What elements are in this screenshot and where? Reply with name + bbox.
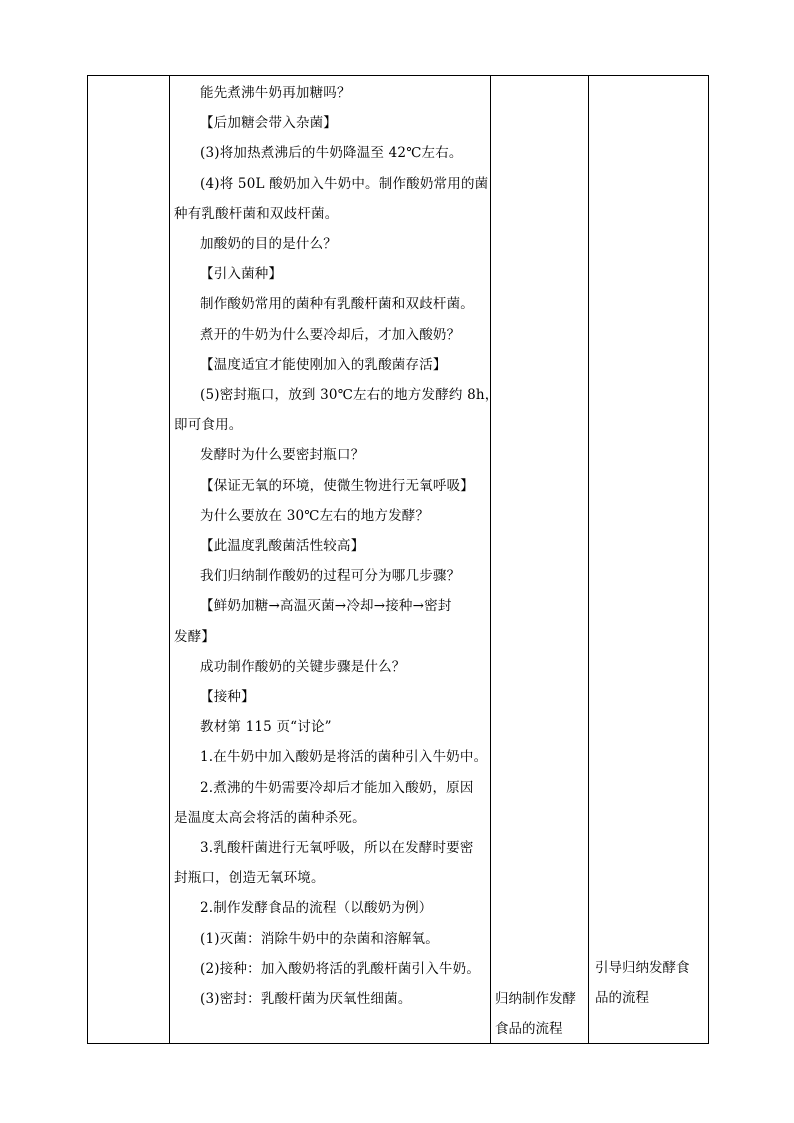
stage-column-cell bbox=[88, 76, 170, 1044]
student-activity-cell bbox=[491, 76, 589, 1044]
design-intent-cell bbox=[589, 76, 709, 1044]
text-line: 是温度太高会将活的菌种杀死。 bbox=[174, 809, 366, 826]
text-line: (5)密封瓶口，放到 30℃左右的地方发酵约 8h， bbox=[200, 387, 499, 403]
text-line: 我们归纳制作酸奶的过程可分为哪几步骤？ bbox=[200, 568, 461, 585]
teacher-activity-cell bbox=[170, 76, 499, 1044]
text-line: 制作酸奶常用的菌种有乳酸杆菌和双歧杆菌。 bbox=[200, 296, 474, 313]
text-line: 为什么要放在 30℃左右的地方发酵？ bbox=[200, 507, 430, 524]
design-intent-line-1: 引导归纳发酵食 bbox=[595, 960, 690, 976]
text-line: 发酵时为什么要密封瓶口？ bbox=[200, 447, 365, 464]
text-line: 【接种】 bbox=[200, 689, 255, 705]
text-line: 即可食用。 bbox=[174, 417, 243, 434]
text-line: 【引入菌种】 bbox=[200, 266, 283, 283]
text-line: 【鲜奶加糖→高温灭菌→冷却→接种→密封 bbox=[200, 598, 452, 615]
text-line: 发酵】 bbox=[174, 628, 216, 645]
text-line: (1)灭菌：消除牛奶中的杂菌和溶解氧。 bbox=[200, 930, 439, 947]
text-line: 种有乳酸杆菌和双歧杆菌。 bbox=[174, 205, 339, 222]
text-line: 【温度适宜才能使刚加入的乳酸菌存活】 bbox=[200, 356, 447, 373]
text-line: 1.在牛奶中加入酸奶是将活的菌种引入牛奶中。 bbox=[200, 749, 488, 766]
text-line: (4)将 50L 酸奶加入牛奶中。制作酸奶常用的菌 bbox=[200, 175, 489, 192]
teacher-activity-text bbox=[170, 76, 499, 1043]
text-line: (2)接种：加入酸奶将活的乳酸杆菌引入牛奶。 bbox=[200, 960, 481, 977]
text-line: (3)密封：乳酸杆菌为厌氧性细菌。 bbox=[200, 991, 412, 1007]
text-line: 【后加糖会带入杂菌】 bbox=[200, 115, 337, 132]
text-line: (3)将加热煮沸后的牛奶降温至 42℃左右。 bbox=[200, 145, 463, 162]
lesson-plan-table bbox=[87, 75, 709, 1044]
text-line: 2.制作发酵食品的流程（以酸奶为例） bbox=[200, 900, 433, 917]
student-activity-line-2: 食品的流程 bbox=[495, 1021, 563, 1037]
text-line: 教材第 115 页“讨论” bbox=[200, 719, 332, 736]
text-line: 封瓶口，创造无氧环境。 bbox=[174, 870, 325, 887]
text-line: 煮开的牛奶为什么要冷却后，才加入酸奶？ bbox=[200, 326, 461, 343]
design-intent-line-2: 品的流程 bbox=[595, 990, 649, 1006]
text-line: 能先煮沸牛奶再加糖吗？ bbox=[200, 85, 351, 101]
text-line: 成功制作酸奶的关键步骤是什么？ bbox=[200, 658, 406, 675]
text-line: 加酸奶的目的是什么？ bbox=[200, 236, 337, 252]
student-activity-line-1: 归纳制作发酵 bbox=[495, 991, 576, 1007]
text-line: 【此温度乳酸菌活性较高】 bbox=[200, 538, 365, 554]
text-line: 【保证无氧的环境，使微生物进行无氧呼吸】 bbox=[200, 477, 474, 494]
text-line: 2.煮沸的牛奶需要冷却后才能加入酸奶，原因 bbox=[200, 779, 474, 796]
text-line: 3.乳酸杆菌进行无氧呼吸，所以在发酵时要密 bbox=[200, 840, 474, 856]
